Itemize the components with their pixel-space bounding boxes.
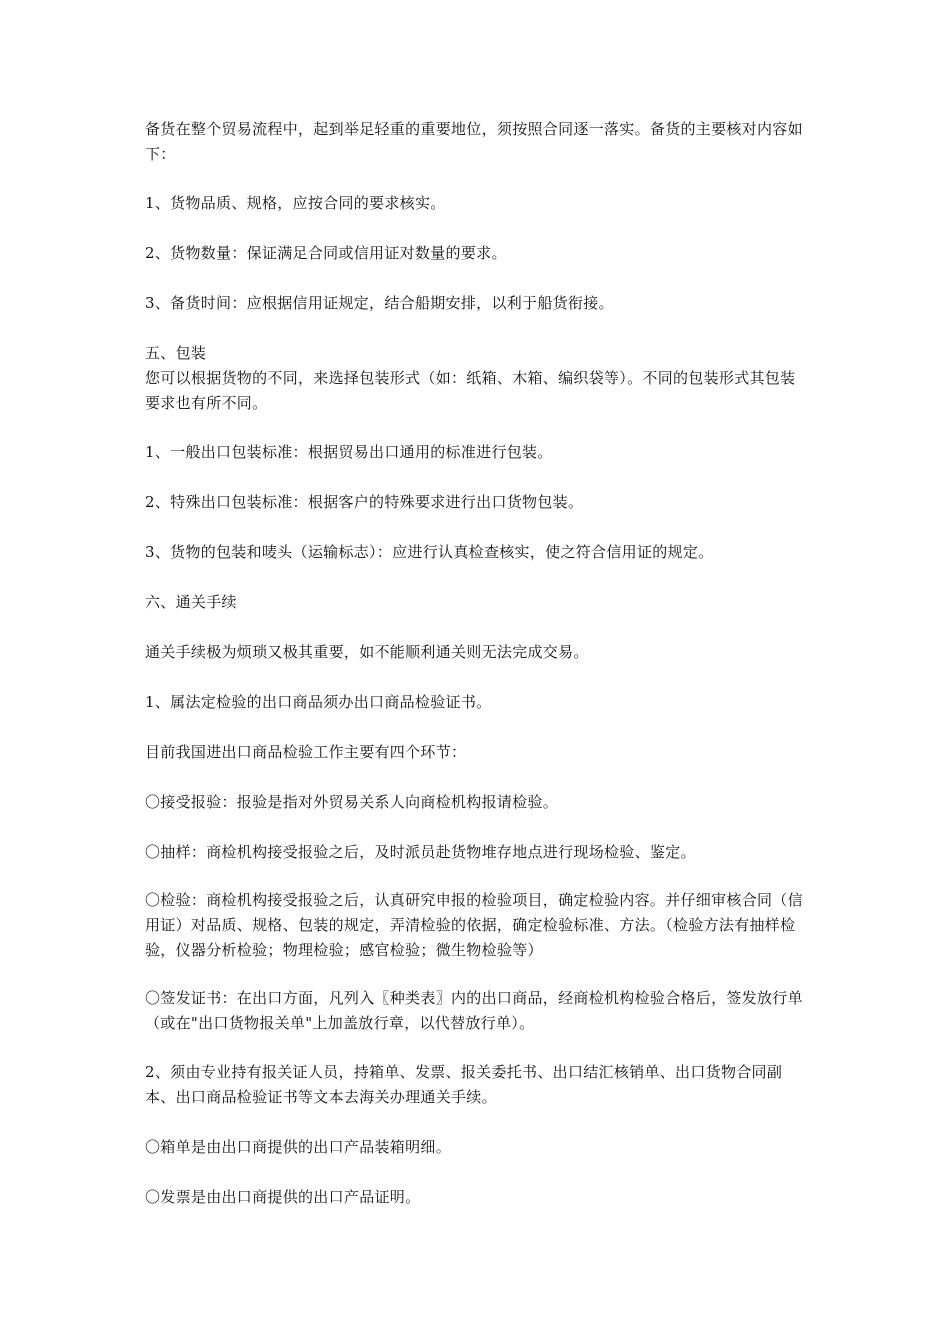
paragraph-stocking-item-1: 1、货物品质、规格，应按合同的要求核实。 bbox=[145, 194, 446, 212]
section-heading-customs: 六、通关手续 bbox=[145, 593, 237, 611]
paragraph-packaging-item-1: 1、一般出口包装标准：根据贸易出口通用的标准进行包装。 bbox=[145, 443, 553, 461]
paragraph-stage-report: 〇接受报验：报验是指对外贸易关系人向商检机构报请检验。 bbox=[145, 793, 559, 811]
paragraph-invoice: 〇发票是由出口商提供的出口产品证明。 bbox=[145, 1188, 421, 1206]
paragraph-stocking-item-3: 3、备货时间：应根据信用证规定，结合船期安排，以利于船货衔接。 bbox=[145, 294, 614, 312]
paragraph-stage-inspection: 〇检验：商检机构接受报验之后，认真研究申报的检验项目，确定检验内容。并仔细审核合同（信用证）对品质、规格、包装的规定，弄清检验的依据，确定检验标准、方法。（检验方法有抽样检验，仪器分析检验；物理检验；感官检验；微生物检验等） bbox=[145, 891, 803, 959]
paragraph-packing-list: 〇箱单是由出口商提供的出口产品装箱明细。 bbox=[145, 1138, 452, 1156]
paragraph-stocking-intro: 备货在整个贸易流程中，起到举足轻重的重要地位，须按照合同逐一落实。备货的主要核对内容如下： bbox=[145, 120, 803, 163]
paragraph-customs-item-2: 2、须由专业持有报关证人员，持箱单、发票、报关委托书、出口结汇核销单、出口货物合同副本、出口商品检验证书等文本去海关办理通关手续。 bbox=[145, 1063, 783, 1106]
paragraph-stocking-item-2: 2、货物数量：保证满足合同或信用证对数量的要求。 bbox=[145, 244, 507, 262]
paragraph-customs-intro: 通关手续极为烦琐又极其重要，如不能顺利通关则无法完成交易。 bbox=[145, 643, 589, 661]
paragraph-packaging-item-2: 2、特殊出口包装标准：根据客户的特殊要求进行出口货物包装。 bbox=[145, 493, 584, 511]
paragraph-inspection-stages: 目前我国进出口商品检验工作主要有四个环节： bbox=[145, 743, 467, 761]
paragraph-stage-certificate: 〇签发证书：在出口方面，凡列入〖种类表〗内的出口商品，经商检机构检验合格后，签发放行单（或在"出口货物报关单"上加盖放行章，以代替放行单）。 bbox=[145, 989, 803, 1032]
section-heading-packaging: 五、包装 bbox=[145, 344, 207, 362]
paragraph-packaging-item-3: 3、货物的包装和唛头（运输标志）：应进行认真检查核实，使之符合信用证的规定。 bbox=[145, 543, 714, 561]
paragraph-customs-item-1: 1、属法定检验的出口商品须办出口商品检验证书。 bbox=[145, 693, 492, 711]
paragraph-stage-sampling: 〇抽样：商检机构接受报验之后，及时派员赴货物堆存地点进行现场检验、鉴定。 bbox=[145, 843, 696, 861]
paragraph-packaging-intro: 您可以根据货物的不同，来选择包装形式（如：纸箱、木箱、编织袋等）。不同的包装形式其包装要求也有所不同。 bbox=[145, 369, 796, 412]
